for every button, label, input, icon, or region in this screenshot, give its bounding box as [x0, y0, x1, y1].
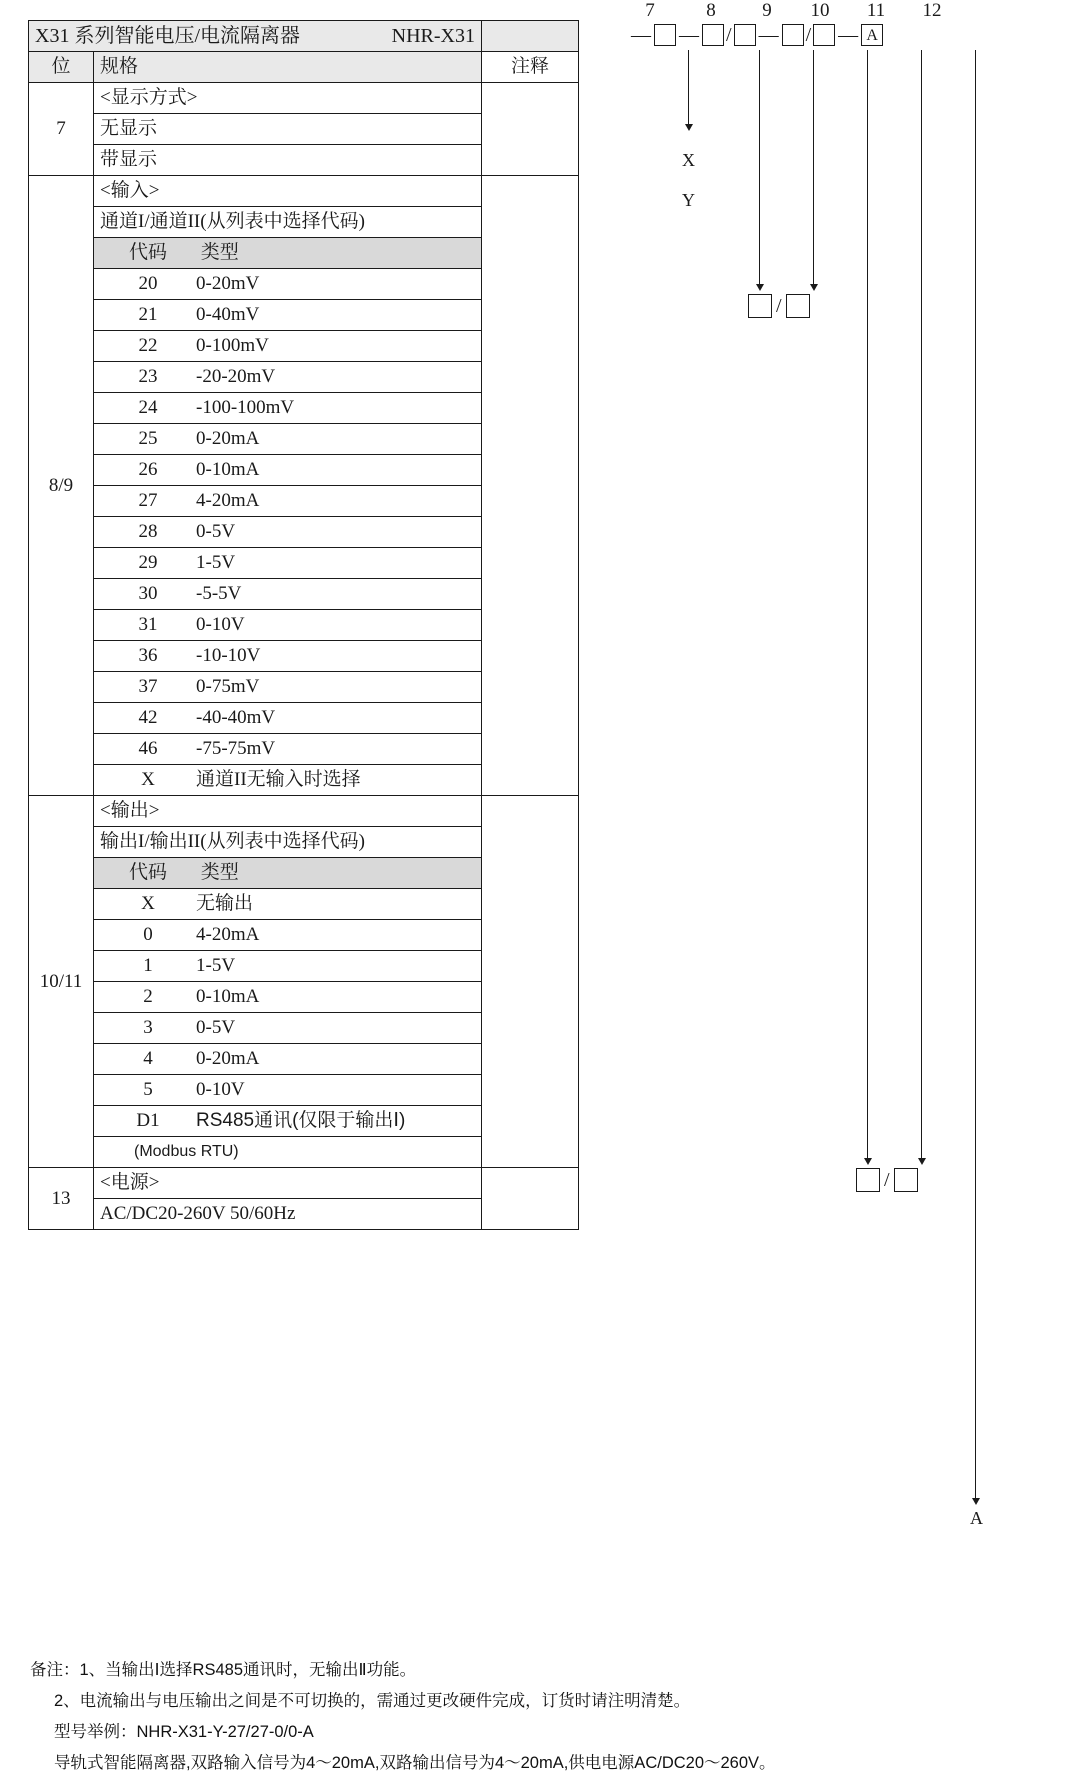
note-cell-display	[482, 83, 579, 176]
input-row	[94, 331, 482, 362]
input-row	[94, 548, 482, 579]
leader-arrow-8	[756, 284, 764, 291]
output-box-channel-2	[894, 1168, 918, 1192]
input-box-channel-2	[786, 294, 810, 318]
input-row	[94, 734, 482, 765]
section-position-10-11: 10/11	[29, 796, 94, 1168]
input-row	[94, 362, 482, 393]
output-code: 0	[143, 924, 153, 945]
code-slash-1: /	[726, 23, 732, 46]
output-row	[94, 951, 482, 982]
input-code: 26	[138, 459, 158, 480]
leader-line-7	[688, 50, 689, 128]
table-header-row	[29, 52, 579, 83]
leader-arrow-12	[972, 1498, 980, 1505]
annotation-display-yes: Y	[682, 190, 695, 210]
output-row	[94, 1044, 482, 1075]
output-subheader-code: 代码	[128, 862, 167, 883]
code-dash-4: —	[838, 23, 859, 46]
footer-notes	[30, 1655, 1050, 1779]
code-position-12: 12	[922, 0, 942, 21]
output-code: 3	[143, 1017, 153, 1038]
section-heading-input: <输入>	[94, 176, 482, 207]
power-spec-value: AC/DC20-260V 50/60Hz	[94, 1199, 482, 1230]
input-row	[94, 486, 482, 517]
output-type: RS485通讯(仅限于输出Ⅰ)	[196, 1110, 406, 1131]
input-type: -75-75mV	[196, 738, 276, 759]
code-position-11: 11	[866, 0, 886, 21]
input-subtitle: 通道I/通道II(从列表中选择代码)	[94, 207, 482, 238]
table-row	[29, 796, 579, 827]
output-type: 无输出	[196, 893, 254, 914]
leader-line-11	[921, 50, 922, 1162]
code-box-11	[813, 24, 835, 46]
product-model: NHR-X31	[391, 25, 475, 47]
leader-arrow-9	[810, 284, 818, 291]
input-subheader-code: 代码	[128, 242, 167, 263]
input-code: 30	[138, 583, 158, 604]
input-type: 0-20mV	[196, 273, 260, 294]
input-type: 0-5V	[196, 521, 236, 542]
input-type: 1-5V	[196, 552, 236, 573]
output-type: 0-10mA	[196, 986, 260, 1007]
code-box-7	[654, 24, 676, 46]
section-position-7: 7	[29, 83, 94, 176]
input-code: 20	[138, 273, 158, 294]
code-position-9: 9	[762, 0, 772, 21]
code-box-9	[734, 24, 756, 46]
output-type: 4-20mA	[196, 924, 260, 945]
input-type: -40-40mV	[196, 707, 276, 728]
code-dash-3: —	[758, 23, 779, 46]
output-row	[94, 1075, 482, 1106]
input-row	[94, 455, 482, 486]
note-cell-input	[482, 176, 579, 796]
output-row	[94, 1106, 482, 1137]
input-row	[94, 765, 482, 796]
output-subheader	[94, 858, 482, 889]
input-code: 24	[138, 397, 158, 418]
output-row	[94, 920, 482, 951]
leader-arrow-7	[685, 124, 693, 131]
input-type: -100-100mV	[196, 397, 295, 418]
footer-note-4: 导轨式智能隔离器,双路输入信号为4～20mA,双路输出信号为4～20mA,供电电源AC/DC20～260V。	[54, 1754, 776, 1772]
output-code: 2	[143, 986, 153, 1007]
note-column-title-spacer	[482, 21, 579, 52]
code-position-7: 7	[645, 0, 655, 21]
output-code-pair-boxes	[856, 1168, 918, 1192]
annotation-power-letter: A	[970, 1508, 983, 1528]
output-row	[94, 1013, 482, 1044]
input-type: -5-5V	[196, 583, 242, 604]
output-code: 5	[143, 1079, 153, 1100]
input-code: 46	[138, 738, 158, 759]
output-row	[94, 982, 482, 1013]
note-cell-output	[482, 796, 579, 1168]
input-code: 29	[138, 552, 158, 573]
code-box-8	[702, 24, 724, 46]
code-position-10: 10	[810, 0, 830, 21]
input-row	[94, 703, 482, 734]
input-type: 0-75mV	[196, 676, 260, 697]
section-heading-power: <电源>	[94, 1168, 482, 1199]
input-row	[94, 300, 482, 331]
table-row	[29, 176, 579, 207]
input-code: 36	[138, 645, 158, 666]
input-code: 23	[138, 366, 158, 387]
output-pair-slash: /	[884, 1168, 890, 1191]
code-dash-2: —	[679, 23, 699, 46]
annotation-display-no: X	[682, 150, 695, 170]
note-cell-power	[482, 1168, 579, 1230]
output-row	[94, 889, 482, 920]
column-header-position: 位	[29, 52, 94, 83]
table-row	[29, 83, 579, 114]
column-header-note: 注释	[482, 52, 579, 83]
footer-note-2: 2、电流输出与电压输出之间是不可切换的，需通过更改硬件完成，订货时请注明清楚。	[54, 1692, 691, 1710]
section-position-13: 13	[29, 1168, 94, 1230]
table-title-row	[29, 21, 579, 52]
input-type: -20-20mV	[196, 366, 276, 387]
leader-line-8	[759, 50, 760, 288]
input-row	[94, 269, 482, 300]
input-code: 22	[138, 335, 158, 356]
code-slash-2: /	[805, 23, 812, 46]
model-code-string	[628, 20, 883, 50]
output-type: 0-20mA	[196, 1048, 260, 1069]
column-header-spec: 规格	[94, 52, 482, 83]
output-type: 0-5V	[196, 1017, 236, 1038]
input-row	[94, 517, 482, 548]
input-subheader	[94, 238, 482, 269]
output-code: 1	[143, 955, 153, 976]
input-row	[94, 641, 482, 672]
leader-arrow-11	[918, 1158, 926, 1165]
product-series-title: X31 系列智能电压/电流隔离器	[35, 25, 300, 47]
display-option-with: 带显示	[94, 145, 482, 176]
display-option-none: 无显示	[94, 114, 482, 145]
table-title-cell	[29, 21, 482, 52]
section-heading-display: <显示方式>	[94, 83, 482, 114]
specification-table	[28, 20, 579, 1230]
input-code: 37	[138, 676, 158, 697]
output-code: 4	[143, 1048, 153, 1069]
input-code: 28	[138, 521, 158, 542]
input-code: 25	[138, 428, 158, 449]
leader-line-9	[813, 50, 814, 288]
input-type: -10-10V	[196, 645, 261, 666]
footer-note-3: 型号举例：NHR-X31-Y-27/27-0/0-A	[54, 1723, 314, 1741]
output-box-channel-1	[856, 1168, 880, 1192]
leader-line-10	[867, 50, 868, 1162]
input-code-pair-boxes	[748, 294, 810, 318]
input-code: 27	[138, 490, 158, 511]
output-modbus-note: (Modbus RTU)	[94, 1137, 482, 1168]
input-type: 0-20mA	[196, 428, 260, 449]
leader-line-12	[975, 50, 976, 1502]
input-row	[94, 579, 482, 610]
output-code: X	[141, 893, 155, 914]
output-type: 0-10V	[196, 1079, 245, 1100]
input-box-channel-1	[748, 294, 772, 318]
input-subheader-type: 类型	[200, 242, 239, 263]
output-subheader-type: 类型	[200, 862, 239, 883]
input-code: 42	[138, 707, 158, 728]
input-row	[94, 393, 482, 424]
code-position-8: 8	[706, 0, 716, 21]
code-box-12: A	[861, 24, 883, 46]
input-row	[94, 424, 482, 455]
output-code: D1	[136, 1110, 160, 1131]
input-row	[94, 610, 482, 641]
footer-note-1: 备注：1、当输出Ⅰ选择RS485通讯时，无输出Ⅱ功能。	[30, 1661, 417, 1679]
input-code: X	[141, 769, 155, 790]
code-box-10	[782, 24, 804, 46]
leader-arrow-10	[864, 1158, 872, 1165]
input-type: 0-10mA	[196, 459, 260, 480]
input-row	[94, 672, 482, 703]
input-type: 0-40mV	[196, 304, 260, 325]
section-heading-output: <输出>	[94, 796, 482, 827]
section-position-8-9: 8/9	[29, 176, 94, 796]
input-code: 31	[138, 614, 158, 635]
input-code: 21	[138, 304, 158, 325]
input-type: 0-100mV	[196, 335, 269, 356]
table-row	[29, 1168, 579, 1199]
output-type: 1-5V	[196, 955, 236, 976]
output-subtitle: 输出I/输出II(从列表中选择代码)	[94, 827, 482, 858]
code-dash-1: —	[631, 23, 651, 46]
input-type: 4-20mA	[196, 490, 260, 511]
input-type: 0-10V	[196, 614, 245, 635]
input-pair-slash: /	[776, 294, 782, 317]
input-type: 通道II无输入时选择	[196, 769, 361, 790]
